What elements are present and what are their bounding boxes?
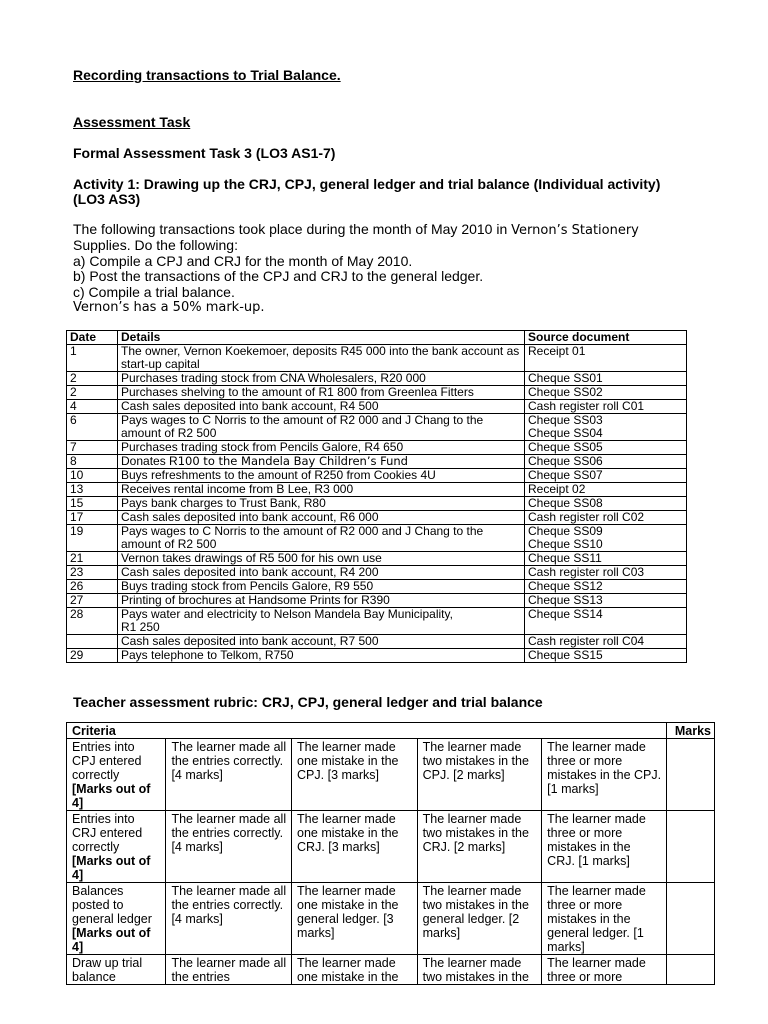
criterion-marks: [Marks out of 4] (72, 854, 151, 882)
cell-details: Cash sales deposited into bank account, R7 500 (118, 635, 525, 649)
table-row (67, 400, 687, 414)
table-row (67, 635, 687, 649)
cell-marks (666, 883, 714, 955)
cell-date: 19 (67, 525, 118, 552)
cell-source: Cheque SS05 (525, 441, 687, 455)
cell-level-3: The learner made two mistakes in the (417, 955, 542, 985)
cell-source: Cheque SS07 (525, 469, 687, 483)
table-row (67, 552, 687, 566)
table-row (67, 580, 687, 594)
cell-marks (666, 739, 714, 811)
table-row (67, 414, 687, 441)
cell-date: 15 (67, 497, 118, 511)
cell-date: 23 (67, 566, 118, 580)
transactions-header-row (67, 331, 687, 345)
table-row (67, 483, 687, 497)
markup-note: Vernon’s has a 50% mark-up. (73, 300, 265, 316)
cell-details: Pays bank charges to Trust Bank, R80 (118, 497, 525, 511)
cell-source: Cheque SS08 (525, 497, 687, 511)
transactions-table (66, 330, 687, 663)
cell-level-4: The learner made three or more (542, 955, 667, 985)
table-row (67, 455, 687, 469)
cell-marks (666, 955, 714, 985)
cell-date: 29 (67, 649, 118, 663)
table-row (67, 497, 687, 511)
table-row (67, 372, 687, 386)
cell-source: Cash register roll C01 (525, 400, 687, 414)
cell-details: Pays wages to C Norris to the amount of R2 000 and J Chang to the amount of R2 500 (118, 525, 525, 552)
cell-date: 2 (67, 386, 118, 400)
table-row (67, 441, 687, 455)
rubric-row (67, 883, 715, 955)
table-row (67, 511, 687, 525)
cell-date: 6 (67, 414, 118, 441)
cell-date: 8 (67, 455, 118, 469)
cell-marks (666, 811, 714, 883)
cell-details: Donates R100 to the Mandela Bay Children’s Fund (118, 455, 525, 469)
cell-source: Cash register roll C03 (525, 566, 687, 580)
cell-level-2: The learner made one mistake in the CRJ. [3 marks] (292, 811, 418, 883)
table-row (67, 525, 687, 552)
cell-date: 4 (67, 400, 118, 414)
cell-source: Cash register roll C02 (525, 511, 687, 525)
cell-details: Cash sales deposited into bank account, R4 200 (118, 566, 525, 580)
cell-details: The owner, Vernon Koekemoer, deposits R45 000 into the bank account as start-up capital (118, 345, 525, 372)
instruction-c: c) Compile a trial balance. (73, 283, 235, 300)
cell-level-1: The learner made all the entries (166, 955, 292, 985)
cell-source: Cheque SS12 (525, 580, 687, 594)
cell-level-4: The learner made three or more mistakes in the CRJ. [1 marks] (542, 811, 667, 883)
cell-source: Cheque SS13 (525, 594, 687, 608)
cell-level-3: The learner made two mistakes in the CRJ. [2 marks] (417, 811, 542, 883)
cell-source: Receipt 02 (525, 483, 687, 497)
formal-task-heading: Formal Assessment Task 3 (LO3 AS1-7) (73, 145, 336, 161)
cell-level-2: The learner made one mistake in the (292, 955, 418, 985)
cell-criterion: Entries into CRJ entered correctly [Marks out of 4] (67, 811, 166, 883)
rubric-body (67, 739, 715, 985)
table-row (67, 345, 687, 372)
header-marks: Marks (666, 723, 714, 739)
rubric-table (66, 722, 715, 985)
cell-level-4: The learner made three or more mistakes in the CPJ. [1 marks] (542, 739, 667, 811)
activity-heading: Activity 1: Drawing up the CRJ, CPJ, general ledger and trial balance (Individual activity) (LO3 AS3) (73, 176, 661, 207)
cell-date: 28 (67, 608, 118, 635)
cell-details: Printing of brochures at Handsome Prints for R390 (118, 594, 525, 608)
cell-date: 17 (67, 511, 118, 525)
intro-line-1: The following transactions took place during the month of May 2010 in Vernon’s Stationery (73, 221, 639, 238)
cell-details: Vernon takes drawings of R5 500 for his own use (118, 552, 525, 566)
cell-details: Pays water and electricity to Nelson Mandela Bay Municipality, R1 250 (118, 608, 525, 635)
cell-level-2: The learner made one mistake in the general ledger. [3 marks] (292, 883, 418, 955)
cell-details: Purchases trading stock from CNA Wholesalers, R20 000 (118, 372, 525, 386)
table-row (67, 469, 687, 483)
cell-source: Receipt 01 (525, 345, 687, 372)
header-criteria: Criteria (67, 723, 667, 739)
header-details: Details (118, 331, 525, 345)
criterion-marks: [Marks out of 4] (72, 782, 151, 810)
cell-level-1: The learner made all the entries correctly. [4 marks] (166, 883, 292, 955)
cell-level-4: The learner made three or more mistakes in the general ledger. [1 marks] (542, 883, 667, 955)
intro-paragraph (73, 222, 693, 315)
table-row (67, 608, 687, 635)
cell-details: Cash sales deposited into bank account, R6 000 (118, 511, 525, 525)
cell-details: Cash sales deposited into bank account, R4 500 (118, 400, 525, 414)
cell-source: Cheque SS15 (525, 649, 687, 663)
table-row (67, 566, 687, 580)
cell-details: Purchases trading stock from Pencils Galore, R4 650 (118, 441, 525, 455)
cell-date: 27 (67, 594, 118, 608)
criterion-marks: [Marks out of 4] (72, 926, 151, 954)
cell-source: Cheque SS06 (525, 455, 687, 469)
cell-details: Pays wages to C Norris to the amount of R2 000 and J Chang to the amount of R2 500 (118, 414, 525, 441)
rubric-row (67, 739, 715, 811)
cell-level-3: The learner made two mistakes in the CPJ. [2 marks] (417, 739, 542, 811)
cell-date (67, 635, 118, 649)
cell-source: Cash register roll C04 (525, 635, 687, 649)
rubric-header-row (67, 723, 715, 739)
cell-criterion: Entries into CPJ entered correctly [Marks out of 4] (67, 739, 166, 811)
cell-details: Receives rental income from B Lee, R3 000 (118, 483, 525, 497)
table-row (67, 649, 687, 663)
rubric-row (67, 955, 715, 985)
cell-source: Cheque SS01 (525, 372, 687, 386)
cell-level-1: The learner made all the entries correctly. [4 marks] (166, 739, 292, 811)
document-title: Recording transactions to Trial Balance. (73, 67, 341, 83)
cell-date: 13 (67, 483, 118, 497)
table-row (67, 386, 687, 400)
table-row (67, 594, 687, 608)
cell-level-2: The learner made one mistake in the CPJ. [3 marks] (292, 739, 418, 811)
cell-details: Buys trading stock from Pencils Galore, R9 550 (118, 580, 525, 594)
cell-details: Purchases shelving to the amount of R1 800 from Greenlea Fitters (118, 386, 525, 400)
cell-date: 21 (67, 552, 118, 566)
cell-date: 10 (67, 469, 118, 483)
section-heading: Assessment Task (73, 114, 191, 130)
cell-level-3: The learner made two mistakes in the general ledger. [2 marks] (417, 883, 542, 955)
header-source: Source document (525, 331, 687, 345)
cell-level-1: The learner made all the entries correctly. [4 marks] (166, 811, 292, 883)
cell-date: 2 (67, 372, 118, 386)
cell-date: 1 (67, 345, 118, 372)
cell-details: Pays telephone to Telkom, R750 (118, 649, 525, 663)
cell-criterion: Draw up trial balance (67, 955, 166, 985)
cell-details: Buys refreshments to the amount of R250 from Cookies 4U (118, 469, 525, 483)
rubric-row (67, 811, 715, 883)
intro-line-2: Supplies. Do the following: (73, 237, 238, 254)
cell-source: Cheque SS02 (525, 386, 687, 400)
cell-source: Cheque SS14 (525, 608, 687, 635)
cell-date: 7 (67, 441, 118, 455)
instruction-b: b) Post the transactions of the CPJ and CRJ to the general ledger. (73, 268, 484, 285)
cell-source: Cheque SS11 (525, 552, 687, 566)
cell-details-rest: 100 to the Mandela Bay Children’s Fund (177, 454, 408, 468)
instruction-a: a) Compile a CPJ and CRJ for the month of May 2010. (73, 252, 413, 269)
cell-source: Cheque SS09 Cheque SS10 (525, 525, 687, 552)
company-name: Vernon’s Stationery (511, 223, 639, 238)
cell-criterion: Balances posted to general ledger [Marks out of 4] (67, 883, 166, 955)
rubric-heading: Teacher assessment rubric: CRJ, CPJ, general ledger and trial balance (73, 694, 543, 710)
transactions-body (67, 345, 687, 663)
header-date: Date (67, 331, 118, 345)
cell-source: Cheque SS03 Cheque SS04 (525, 414, 687, 441)
cell-date: 26 (67, 580, 118, 594)
